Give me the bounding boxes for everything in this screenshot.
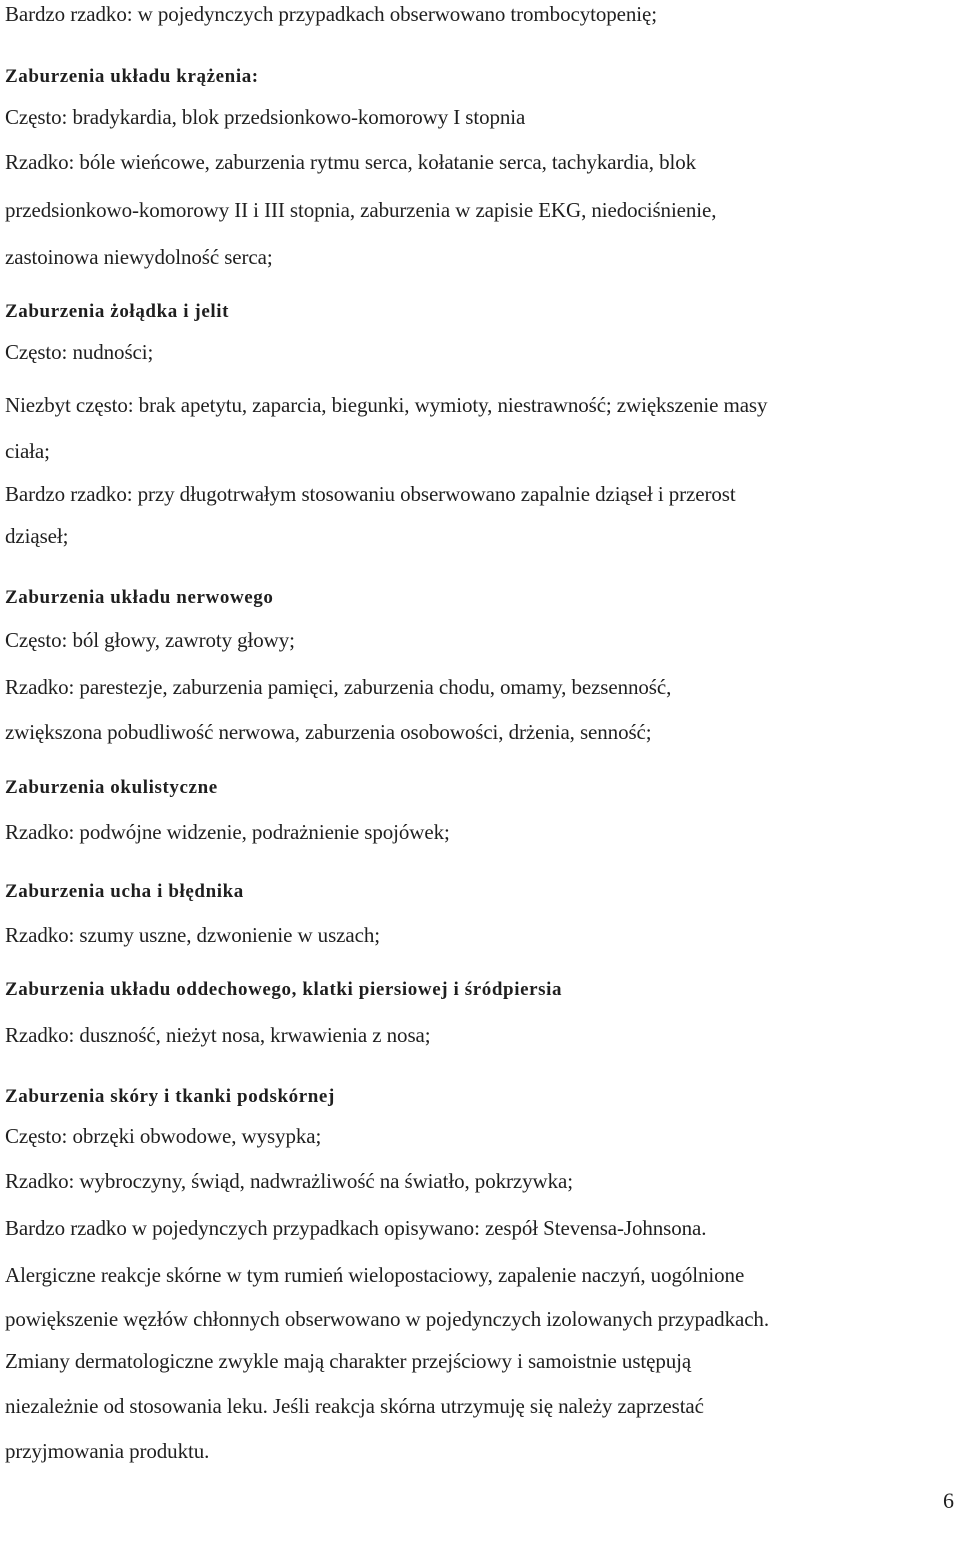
text-line: Zmiany dermatologiczne zwykle mają charakter przejściowy i samoistnie ustępują [5,1349,692,1373]
page-number: 6 [943,1488,954,1513]
text-line: Bardzo rzadko: w pojedynczych przypadkach obserwowano trombocytopenię; [5,2,657,26]
text-line: Często: ból głowy, zawroty głowy; [5,628,295,652]
text-line: Bardzo rzadko w pojedynczych przypadkach opisywano: zespół Stevensa-Johnsona. [5,1216,707,1240]
section-heading: Zaburzenia skóry i tkanki podskórnej [5,1086,335,1107]
section-heading: Zaburzenia żołądka i jelit [5,301,230,322]
text-line: zastoinowa niewydolność serca; [5,245,273,269]
section-heading: Zaburzenia układu nerwowego [5,587,274,608]
text-line: Bardzo rzadko: przy długotrwałym stosowaniu obserwowano zapalnie dziąseł i przerost [5,482,736,506]
text-line: Niezbyt często: brak apetytu, zaparcia, biegunki, wymioty, niestrawność; zwiększenie masy [5,393,768,417]
text-line: Często: nudności; [5,340,154,364]
text-line: Rzadko: bóle wieńcowe, zaburzenia rytmu serca, kołatanie serca, tachykardia, blok [5,150,697,174]
text-line: Rzadko: wybroczyny, świąd, nadwrażliwość na światło, pokrzywka; [5,1169,573,1193]
text-line: przedsionkowo-komorowy II i III stopnia, zaburzenia w zapisie EKG, niedociśnienie, [5,198,717,222]
section-heading: Zaburzenia układu krążenia: [5,66,259,87]
text-line: niezależnie od stosowania leku. Jeśli reakcja skórna utrzymuję się należy zaprzestać [5,1394,704,1418]
text-line: Rzadko: podwójne widzenie, podrażnienie spojówek; [5,820,450,844]
text-line: zwiększona pobudliwość nerwowa, zaburzenia osobowości, drżenia, senność; [5,720,652,744]
text-line: powiększenie węzłów chłonnych obserwowano w pojedynczych izolowanych przypadkach. [5,1307,769,1331]
text-line: ciała; [5,439,50,463]
section-heading: Zaburzenia okulistyczne [5,777,218,798]
text-line: Rzadko: szumy uszne, dzwonienie w uszach; [5,923,380,947]
text-line: dziąseł; [5,524,69,548]
text-line: Rzadko: parestezje, zaburzenia pamięci, zaburzenia chodu, omamy, bezsenność, [5,675,672,699]
text-line: Często: bradykardia, blok przedsionkowo-komorowy I stopnia [5,105,526,129]
text-line: Alergiczne reakcje skórne w tym rumień wielopostaciowy, zapalenie naczyń, uogólnione [5,1263,745,1287]
text-line: przyjmowania produktu. [5,1439,210,1463]
text-line: Rzadko: duszność, nieżyt nosa, krwawienia z nosa; [5,1023,431,1047]
section-heading: Zaburzenia ucha i błędnika [5,881,244,902]
text-line: Często: obrzęki obwodowe, wysypka; [5,1124,322,1148]
section-heading: Zaburzenia układu oddechowego, klatki piersiowej i śródpiersia [5,979,563,1000]
